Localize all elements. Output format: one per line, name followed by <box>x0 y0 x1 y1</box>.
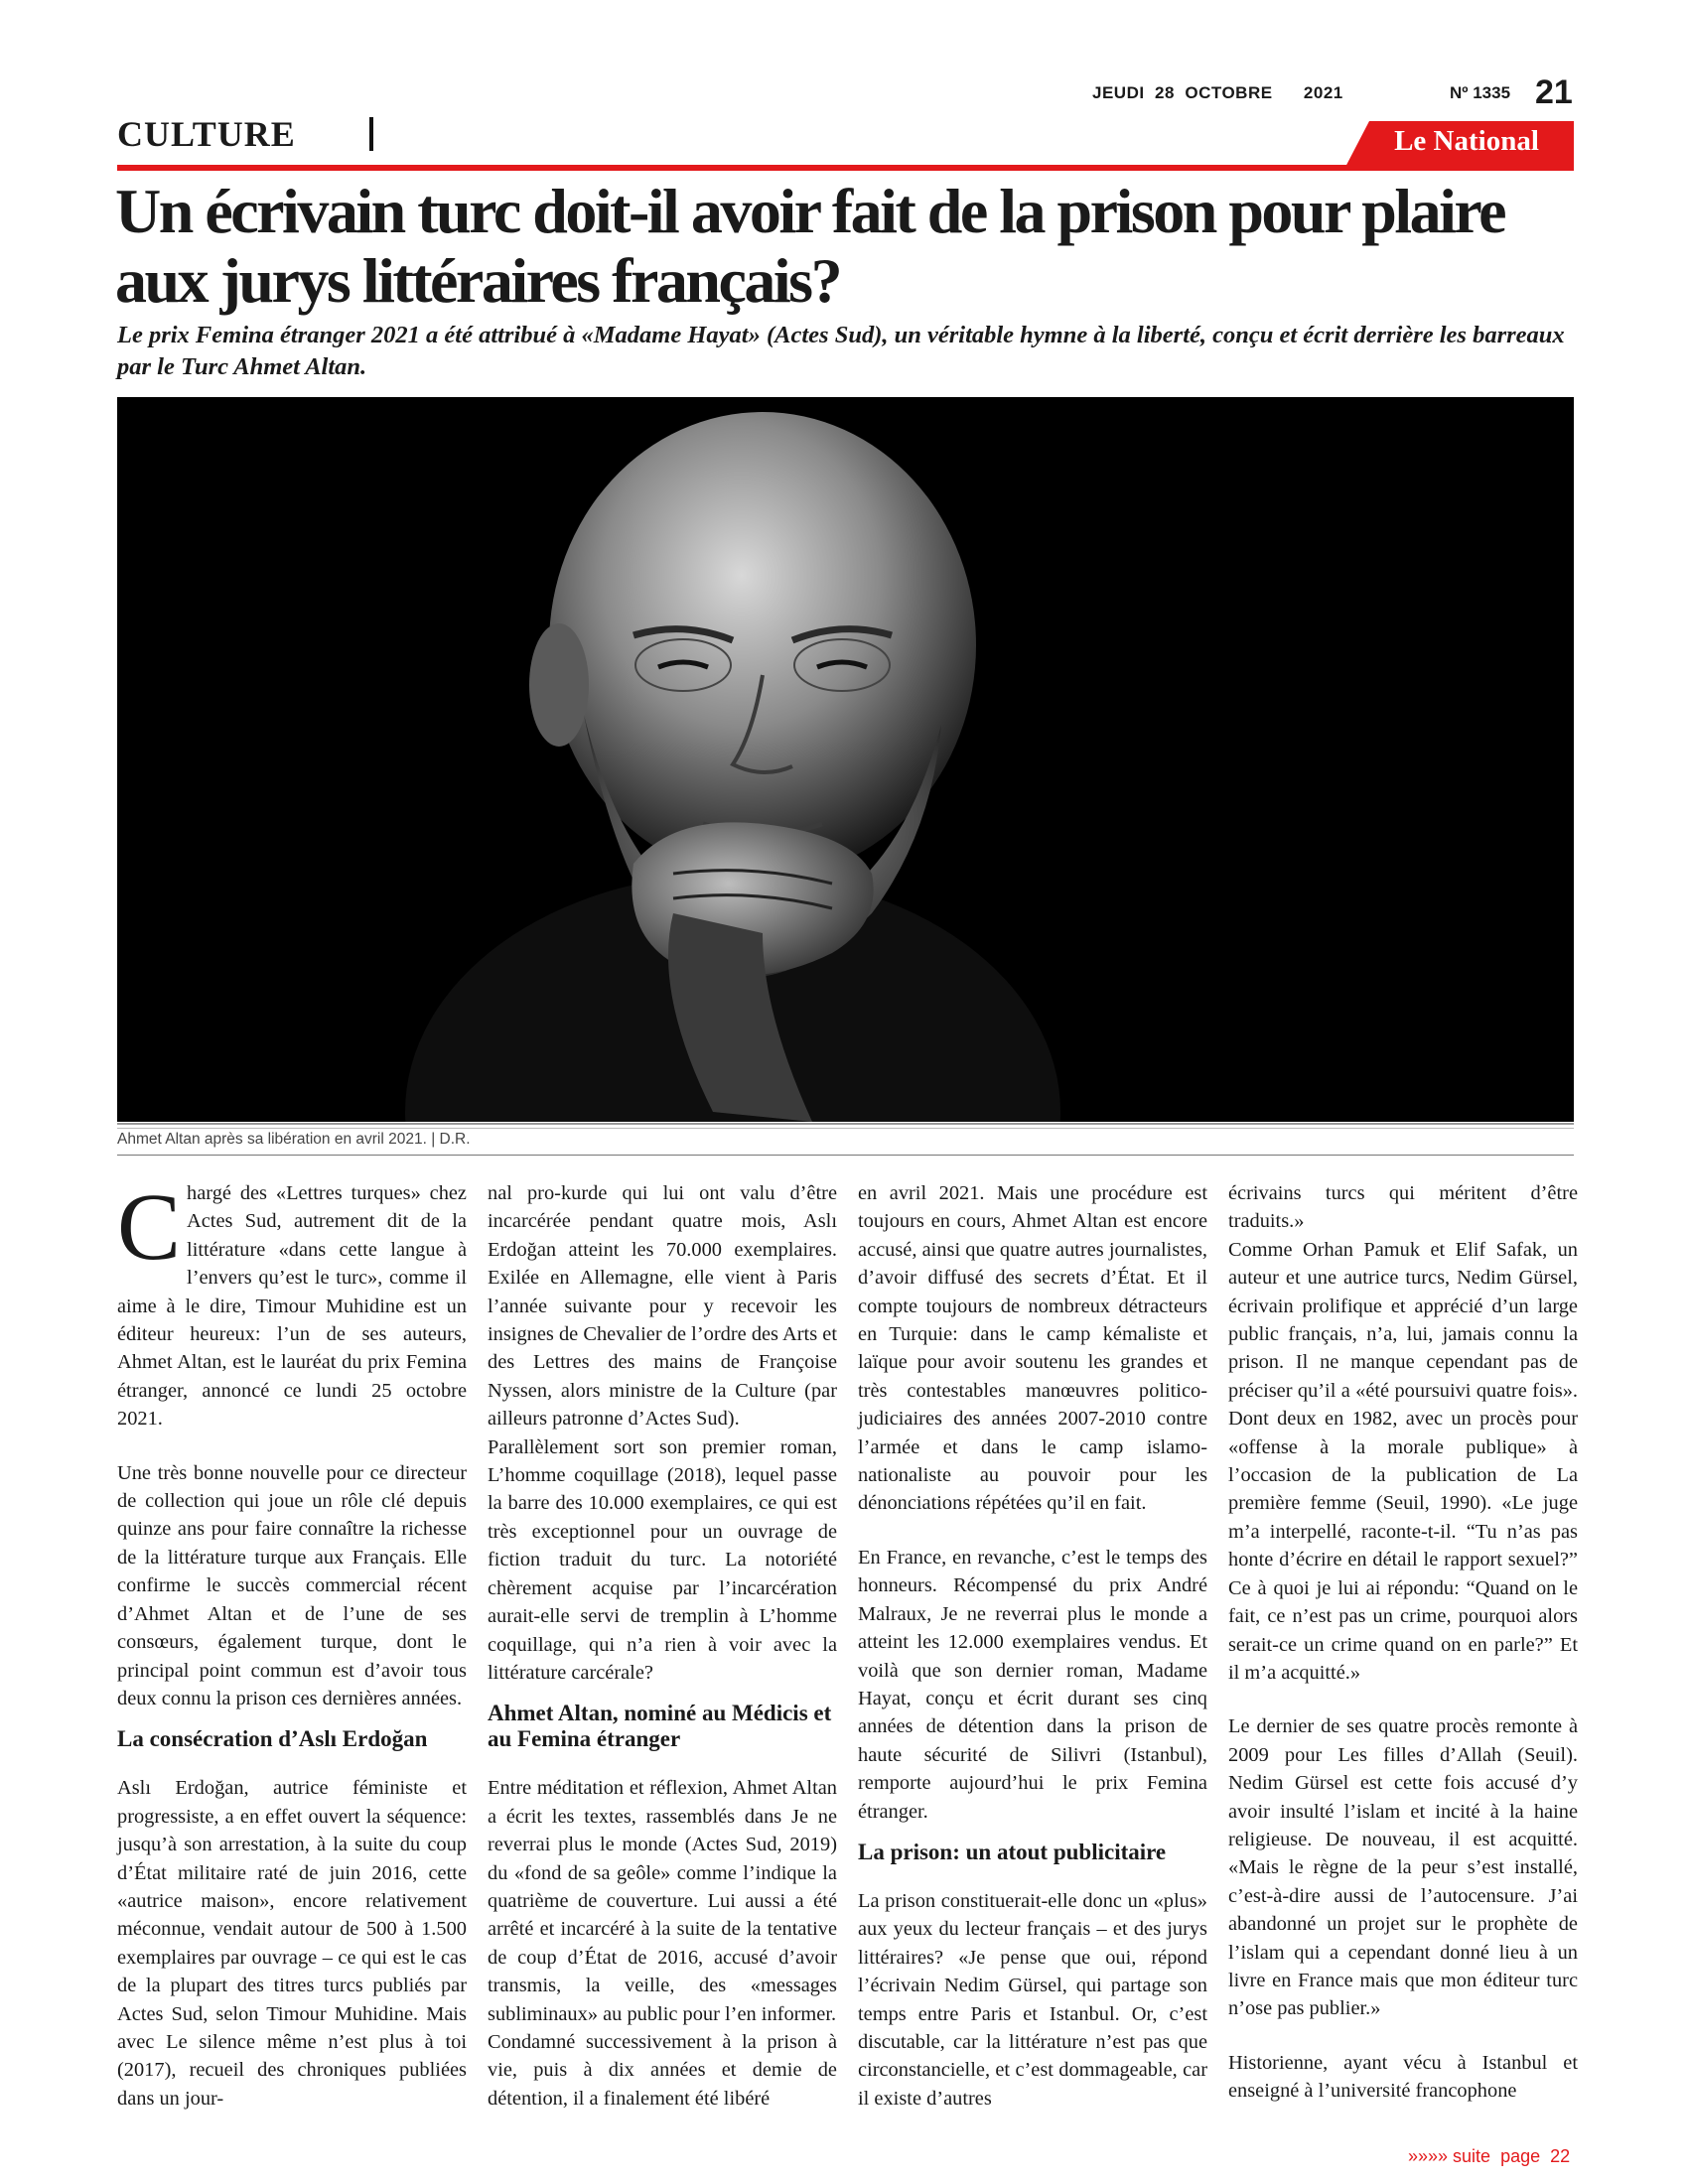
section-label: CULTURE <box>117 114 296 154</box>
intertitle: Ahmet Altan, nominé au Médicis et au Femina étranger <box>488 1701 832 1752</box>
body-paragraph: écrivains turcs qui méritent d’être traduits.» <box>1228 1182 1578 1233</box>
intertitle: La consécration d’Aslı Erdoğan <box>117 1726 428 1752</box>
article-column-1 <box>117 1173 467 2113</box>
photo-border-inner <box>117 1128 1574 1129</box>
subheadline: Le prix Femina étranger 2021 a été attribué à «Madame Hayat» (Actes Sud), un véritable hymne à la liberté, conçu et écrit derrière les barreaux par le Turc Ahmet Altan. <box>117 322 1565 381</box>
body-paragraph: en avril 2021. Mais une procédure est toujours en cours, Ahmet Altan est encore accusé, ainsi que quatre autres journalistes, d’avoir diffusé des secrets d’État. Et il compte toujours de nombreux détracteurs en Turquie: dans le camp kémaliste et laïque pour avoir soutenu les grandes et très contestables manœuvres politico-judiciaires des années 2007-2010 contre l’armée et dans le camp islamo-nationaliste au pouvoir pour les dénonciations répétées qu’il en fait. <box>858 1182 1207 1515</box>
body-paragraph: nal pro-kurde qui lui ont valu d’être incarcérée pendant quatre mois, Aslı Erdoğan atteint les 70.000 exemplaires. Exilée en Allemagne, elle vient à Paris l’année suivante pour y recevoir les insignes de Chevalier de l’ordre des Arts et des Lettres des mains de Françoise Nyssen, alors ministre de la Culture (par ailleurs patronne d’Actes Sud). <box>488 1182 837 1431</box>
portrait-illustration <box>117 397 1574 1122</box>
body-paragraph: Entre méditation et réflexion, Ahmet Altan a écrit les textes, rassemblés dans Je ne reverrai plus le monde (Actes Sud, 2019) du «fond de sa geôle» comme l’indique la quatrième de couverture. Lui aussi a été arrêté et incarcéré à la suite de la tentative de coup d’État de 2016, accusé d’avoir transmis, la veille, des «messages subliminaux» au public pour l’en informer. <box>488 1777 837 2025</box>
drop-cap: C <box>117 1173 182 1280</box>
body-paragraph: La prison constituerait-elle donc un «plus» aux yeux du lecteur français – et des jurys littéraires? «Je pense que oui, répond l’écrivain Nedim Gürsel, qui partage son temps entre Paris et Istanbul. Or, c’est discutable, car la littérature n’est pas que circonstancielle, et c’est dommageable, car il existe d’autres <box>858 1889 1207 2110</box>
section-divider <box>369 117 373 151</box>
photo-border <box>117 1123 1574 1125</box>
page-header-meta <box>1092 73 1579 111</box>
article-photo <box>117 397 1574 1122</box>
photo-caption: Ahmet Altan après sa libération en avril 2021. | D.R. <box>117 1131 471 1148</box>
intertitle: La prison: un atout publicitaire <box>858 1839 1167 1864</box>
body-paragraph: Le dernier de ses quatre procès remonte à 2009 pour Les filles d’Allah (Seuil). Nedim Gürsel est cette fois accusé d’y avoir insulté l’islam et incité à la haine religieuse. De nouveau, il est acquitté. «Mais le règne de la peur s’est installé, c’est-à-dire aussi de l’autocensure. J’ai abandonné un projet sur le prophète de l’islam qui a cependant donné lieu à un livre en France mais que mon éditeur turc n’ose pas publier.» <box>1228 1715 1578 2020</box>
newspaper-brand: Le National <box>1394 125 1539 157</box>
article-column-4 <box>1228 1179 1578 2106</box>
caption-rule <box>117 1155 1574 1156</box>
body-paragraph: Historienne, ayant vécu à Istanbul et enseigné à l’université francophone <box>1228 2051 1578 2103</box>
article-column-2 <box>488 1179 837 2113</box>
body-paragraph: Une très bonne nouvelle pour ce directeur de collection qui joue un rôle clé depuis quinze ans pour faire connaître la richesse de la littérature turque aux Français. Elle confirme le succès commercial récent d’Ahmet Altan et de l’une de ses consœurs, également turque, dont le principal point commun est d’avoir tous deux connu la prison ces dernières années. <box>117 1461 467 1709</box>
body-paragraph: Parallèlement sort son premier roman, L’homme coquillage (2018), lequel passe la barre des 10.000 exemplaires, ce qui est très exceptionnel pour un ouvrage de fiction traduit du turc. La notoriété chèrement acquise par l’incarcération aurait-elle servi de tremplin à L’homme coquillage, qui n’a rien à voir avec la littérature carcérale? <box>488 1435 837 1684</box>
issue-number: Nº 1335 <box>1450 83 1511 102</box>
body-paragraph: Condamné successivement à la prison à vie, puis à dix années et demie de détention, il a finalement été libéré <box>488 2030 837 2110</box>
lead-text: hargé des «Lettres turques» chez Actes Sud, autrement dit de la littérature «dans cette langue à l’envers qu’est le turc», comme il aime à le dire, Timour Muhidine est un éditeur heureux: l’un de ses auteurs, Ahmet Altan, est le lauréat du prix Femina étranger, annoncé ce lundi 25 octobre 2021. <box>117 1182 467 1431</box>
article-column-3 <box>858 1179 1207 2113</box>
body-paragraph: En France, en revanche, c’est le temps des honneurs. Récompensé du prix André Malraux, Je ne reverrai plus le monde a atteint les 12.000 exemplaires vendus. Et voilà que son dernier roman, Madame Hayat, conçu et écrit durant ses cinq années de détention dans la prison de haute sécurité de Silivri (Istanbul), remporte aujourd’hui le prix Femina étranger. <box>858 1546 1207 1823</box>
body-paragraph: Aslı Erdoğan, autrice féministe et progressiste, a en effet ouvert la séquence: jusqu’à son arrestation, à la suite du coup d’État militaire raté de juin 2016, cette «autrice maison», encore relativement méconnue, vendait autour de 500 à 1.500 exemplaires par ouvrage – ce qui est le cas de la plupart des titres turcs publiés par Actes Sud, selon Timour Muhidine. Mais avec Le silence même n’est plus à toi (2017), recueil des chroniques publiées dans un jour- <box>117 1777 467 2110</box>
header-rule <box>117 165 1574 171</box>
lead-paragraph <box>117 1173 467 1433</box>
issue-date: JEUDI 28 OCTOBRE 2021 <box>1092 83 1343 102</box>
page-number: 21 <box>1535 73 1573 111</box>
body-paragraph: Comme Orhan Pamuk et Elif Safak, un auteur et une autrice turcs, Nedim Gürsel, écrivain prolifique et apprécié d’un large public français, n’a, lui, jamais connu la prison. Il ne manque cependant pas de préciser qu’il a «été poursuivi quatre fois». Dont deux en 1982, avec un procès pour «offense à la morale publique» à l’occasion de la publication de La première femme (Seuil, 1990). «Le juge m’a interpellé, raconte-t-il. “Tu n’as pas honte d’écrire en détail le rapport sexuel?” Ce à quoi je lui ai répondu: “Quand on le fait, ce n’est pas un crime, pourquoi alors serait-ce un crime quand on en parle?” Et il m’a acquitté.» <box>1228 1238 1578 1684</box>
headline: Un écrivain turc doit-il avoir fait de la prison pour plaire aux jurys littéraires français? <box>115 176 1505 317</box>
continuation-link[interactable]: »»»» suite page 22 <box>1408 2146 1571 2166</box>
